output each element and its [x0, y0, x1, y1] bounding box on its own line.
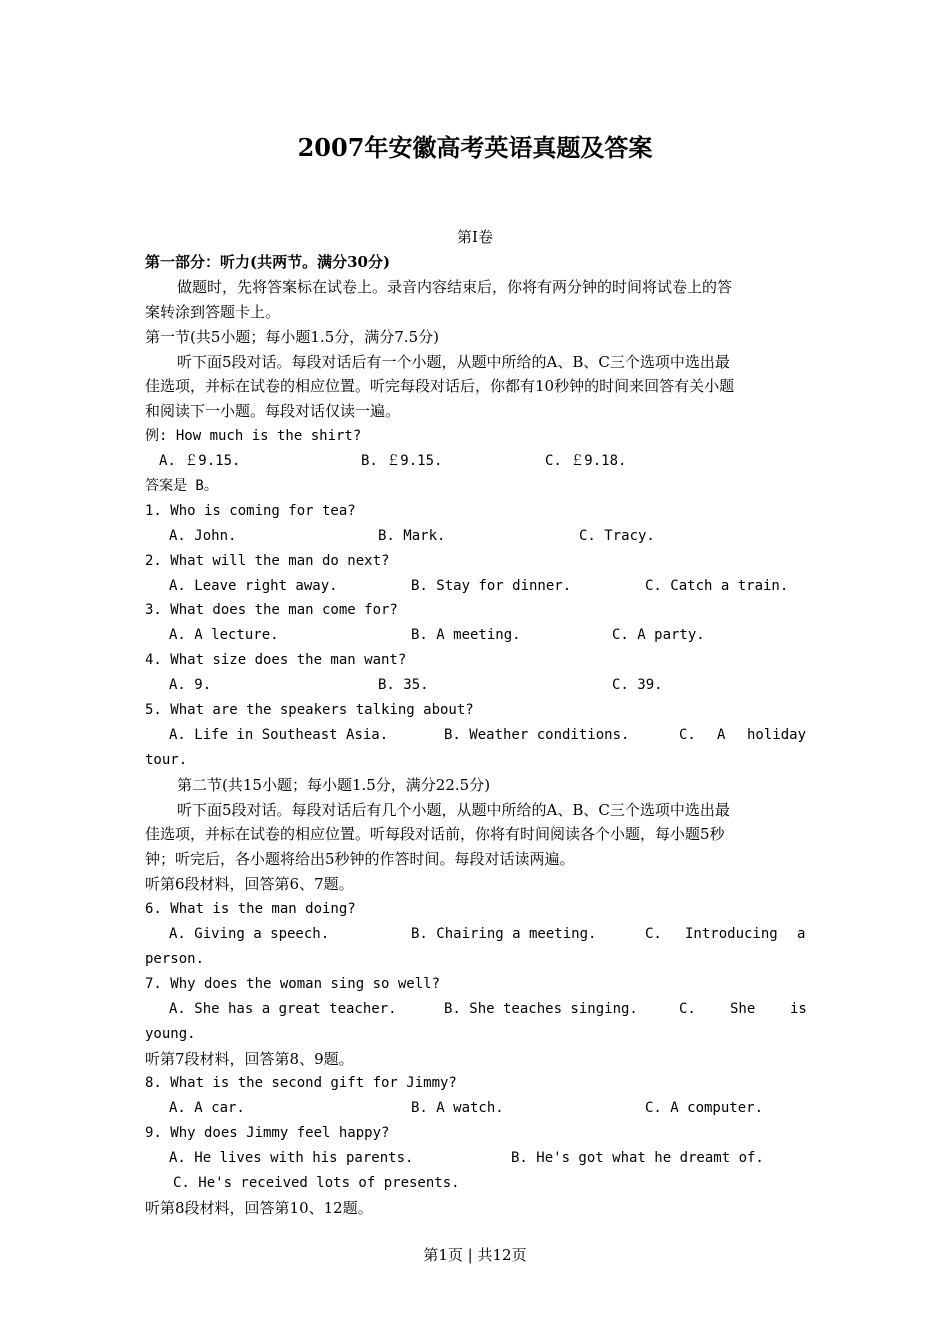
question-options	[145, 623, 807, 648]
option-a: A. John.	[169, 527, 237, 544]
question-options	[145, 574, 807, 599]
example-question: 例: How much is the shirt?	[145, 428, 362, 445]
option-a: A. Giving a speech.	[169, 926, 330, 943]
option-b: B. Mark.	[378, 527, 446, 544]
option-b: B. ￡9.15.	[361, 453, 443, 470]
instruction-line: 听下面5段对话。每段对话后有几个小题，从题中所给的A、B、C三个选项中选出最	[177, 800, 730, 819]
option-b: B. A watch.	[411, 1100, 504, 1117]
question-options	[145, 1096, 807, 1121]
option-a: A. A car.	[169, 1100, 245, 1117]
option-c: C. A computer.	[645, 1100, 764, 1117]
option-a: A. She has a great teacher.	[169, 1000, 397, 1017]
option-c: C.	[679, 726, 696, 743]
option-a: A. Life in Southeast Asia.	[169, 726, 389, 743]
section-heading: 第一节(共5小题；每小题1.5分，满分7.5分)	[145, 327, 439, 346]
option-c-text: holiday	[747, 726, 807, 743]
question-options	[145, 1146, 807, 1171]
page-footer: 第1页 | 共12页	[423, 1246, 527, 1264]
option-a: A. Leave right away.	[169, 577, 338, 594]
section-heading: 第二节(共15小题；每小题1.5分，满分22.5分)	[177, 775, 491, 794]
question-stem: 4. What size does the man want?	[145, 652, 407, 669]
example-answer: 答案是 B。	[145, 478, 218, 495]
option-b: B. Weather conditions.	[444, 726, 630, 743]
option-c: C. Catch a train.	[645, 577, 789, 594]
instruction-line: 做题时，先将答案标在试卷上。录音内容结束后，你将有两分钟的时间将试卷上的答	[177, 277, 733, 296]
option-c-text: Introducing	[685, 926, 778, 943]
option-a: A. ￡9.15.	[159, 453, 241, 470]
option-c: C. ￡9.18.	[545, 453, 627, 470]
question-options	[145, 524, 807, 549]
question-options	[145, 723, 807, 748]
page-title: 2007年安徽高考英语真题及答案	[297, 133, 653, 162]
question-stem: 1. Who is coming for tea?	[145, 502, 356, 519]
instruction-line: 和阅读下一小题。每段对话仅读一遍。	[145, 402, 401, 421]
question-stem: 6. What is the man doing?	[145, 901, 356, 918]
option-c: C.	[645, 926, 662, 943]
question-stem: 9. Why does Jimmy feel happy?	[145, 1125, 390, 1142]
material-heading: 听第6段材料，回答第6、7题。	[145, 875, 354, 894]
question-stem: 7. Why does the woman sing so well?	[145, 975, 441, 992]
option-wrap: young.	[145, 1025, 196, 1042]
material-heading: 听第8段材料，回答第10、12题。	[145, 1198, 373, 1217]
option-a: A. He lives with his parents.	[169, 1150, 414, 1167]
instruction-line: 钟；听完后，各小题将给出5秒钟的作答时间。每段对话读两遍。	[145, 850, 575, 869]
question-stem: 5. What are the speakers talking about?	[145, 702, 474, 719]
instruction-line: 佳选项，并标在试卷的相应位置。听每段对话前，你将有时间阅读各个小题，每小题5秒	[145, 825, 725, 844]
question-options	[145, 922, 807, 947]
option-b: B. Chairing a meeting.	[411, 926, 597, 943]
option-b: B. He's got what he dreamt of.	[511, 1150, 764, 1167]
volume-label: 第I卷	[457, 228, 493, 246]
question-stem: 3. What does the man come for?	[145, 602, 398, 619]
instruction-line: 案转涂到答题卡上。	[145, 302, 281, 321]
option-b: B. She teaches singing.	[444, 1000, 638, 1017]
option-c-text: is	[790, 1000, 807, 1017]
option-wrap: tour.	[145, 751, 188, 768]
exam-body	[145, 250, 807, 1221]
option-c-text: a	[797, 926, 806, 943]
question-options	[145, 673, 807, 698]
option-c-text: A	[717, 726, 726, 743]
question-options	[145, 997, 807, 1022]
example-options	[145, 449, 807, 474]
option-b: B. Stay for dinner.	[411, 577, 572, 594]
option-b: B. 35.	[378, 677, 429, 694]
option-c: C. A party.	[612, 627, 705, 644]
option-c: C.	[679, 1000, 696, 1017]
instruction-line: 听下面5段对话。每段对话后有一个小题，从题中所给的A、B、C三个选项中选出最	[177, 352, 730, 371]
option-wrap: person.	[145, 950, 205, 967]
option-a: A. A lecture.	[169, 627, 279, 644]
option-b: B. A meeting.	[411, 627, 521, 644]
option-c-text: She	[730, 1000, 756, 1017]
option-c: C. Tracy.	[579, 527, 655, 544]
question-stem: 8. What is the second gift for Jimmy?	[145, 1075, 457, 1092]
instruction-line: 佳选项，并标在试卷的相应位置。听完每段对话后，你都有10秒钟的时间来回答有关小题	[145, 377, 735, 396]
option-c: C. 39.	[612, 677, 663, 694]
question-stem: 2. What will the man do next?	[145, 552, 390, 569]
option-a: A. 9.	[169, 677, 212, 694]
part-heading: 第一部分：听力(共两节。满分30分)	[145, 253, 391, 271]
option-c: C. He's received lots of presents.	[173, 1174, 460, 1191]
material-heading: 听第7段材料，回答第8、9题。	[145, 1049, 354, 1068]
question-options	[145, 1171, 807, 1196]
